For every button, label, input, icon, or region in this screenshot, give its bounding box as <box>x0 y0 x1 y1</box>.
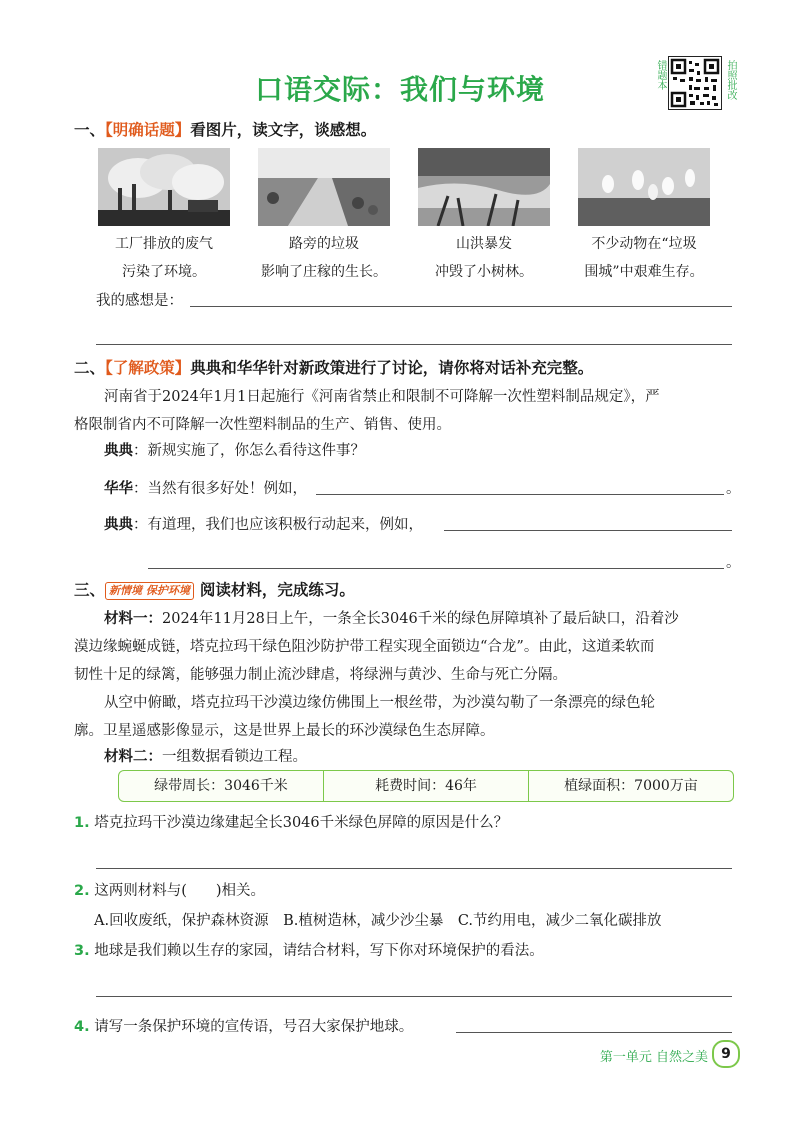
policy-paragraph-line-1: 河南省于2024年1月1日起施行《河南省禁止和限制不可降解一次性塑料制品规定》，严 <box>104 389 660 405</box>
section-3-number: 三、 <box>74 581 106 599</box>
qr-code-icon[interactable] <box>668 56 722 110</box>
material-1-line-3: 韧性十足的绿篱，能够强力制止流沙肆虐，将绿洲与黄沙、生命与死亡分隔。 <box>74 667 567 683</box>
material-2-line: 材料二：一组数据看锁边工程。 <box>104 749 307 765</box>
caption-2: 路旁的垃圾 影响了庄稼的生长。 <box>261 236 387 280</box>
qr-left-label: 错题本 <box>655 60 666 90</box>
period-2: 。 <box>726 555 741 571</box>
dialogue-line-3: 典典：有道理，我们也应该积极行动起来，例如， <box>104 517 423 533</box>
page-number: 9 <box>712 1040 740 1068</box>
dialogue-line-2: 华华：当然有很多好处！例如， <box>104 481 307 497</box>
caption-1: 工厂排放的废气 污染了环境。 <box>115 236 213 280</box>
policy-paragraph-line-2: 格限制省内不可降解一次性塑料制品的生产、销售、使用。 <box>74 417 451 433</box>
dialogue-line-1: 典典：新规实施了，你怎么看待这件事？ <box>104 443 365 459</box>
speaker-huahua: 华华 <box>104 481 133 497</box>
info-time-spent: 耗费时间：46年 <box>324 771 529 801</box>
dialogue-answer-line-3[interactable] <box>148 568 724 569</box>
question-2: 2. 这两则材料与( )相关。 <box>74 883 266 899</box>
question-4-answer-line[interactable] <box>456 1032 732 1033</box>
qr-right-label: 拍照批改 <box>725 60 736 100</box>
thoughts-answer-line-2[interactable] <box>96 344 732 345</box>
data-info-box <box>118 770 734 802</box>
speaker-diandian-2: 典典 <box>104 517 133 533</box>
info-green-area: 植绿面积：7000万亩 <box>564 778 698 794</box>
material-1-line-5: 廓。卫星遥感影像显示，这是世界上最长的环沙漠绿色生态屏障。 <box>74 723 495 739</box>
dialogue-answer-line-2[interactable] <box>444 530 732 531</box>
section-2-heading <box>74 356 593 378</box>
question-3: 3. 地球是我们赖以生存的家园，请结合材料，写下你对环境保护的看法。 <box>74 943 544 959</box>
question-2-options: A.回收废纸，保护森林资源 B.植树造林，减少沙尘暴 C.节约用电，减少二氧化碳排放 <box>94 913 662 929</box>
section-3-heading <box>74 578 355 600</box>
dialogue-answer-line-1[interactable] <box>316 494 724 495</box>
flood-photo <box>418 148 550 226</box>
question-4: 4. 请写一条保护环境的宣传语，号召大家保护地球。 <box>74 1019 414 1035</box>
caption-4: 不少动物在“垃圾 围城”中艰难生存。 <box>584 236 704 280</box>
thoughts-prompt: 我的感想是： <box>96 293 183 309</box>
question-1-answer-line[interactable] <box>96 868 732 869</box>
section-1-number: 一、 <box>74 121 106 139</box>
info-belt-length: 绿带周长：3046千米 <box>119 771 324 801</box>
factory-smoke-photo <box>98 148 230 226</box>
question-3-answer-line[interactable] <box>96 996 732 997</box>
section-1-tag: 【明确话题】 <box>105 121 191 139</box>
caption-3: 山洪暴发 冲毁了小树林。 <box>435 236 533 280</box>
material-1-line-4: 从空中俯瞰，塔克拉玛干沙漠边缘仿佛围上一根丝带，为沙漠勾勒了一条漂亮的绿色轮 <box>104 695 655 711</box>
egrets-garbage-photo <box>578 148 710 226</box>
section-1-text: 看图片，读文字，谈感想。 <box>190 121 377 139</box>
period-1: 。 <box>726 481 741 497</box>
roadside-garbage-photo <box>258 148 390 226</box>
section-2-number: 二、 <box>74 359 106 377</box>
material-1-line-2: 漠边缘蜿蜒成链，塔克拉玛干绿色阻沙防护带工程实现全面锁边“合龙”。由此，这道柔软而 <box>74 639 655 655</box>
section-3-text: 阅读材料，完成练习。 <box>199 581 355 599</box>
section-2-text: 典典和华华针对新政策进行了讨论，请你将对话补充完整。 <box>190 359 594 377</box>
page-title: 口语交际：我们与环境 <box>254 73 545 106</box>
material-1-line-1: 材料一：2024年11月28日上午，一条全长3046千米的绿色屏障填补了最后缺口，沿着沙 <box>104 611 679 627</box>
section-1-heading <box>74 118 376 140</box>
unit-footer: 第一单元 自然之美 <box>599 1050 708 1065</box>
speaker-diandian: 典典 <box>104 443 133 459</box>
thoughts-answer-line-1[interactable] <box>190 306 732 307</box>
question-1: 1. 塔克拉玛干沙漠边缘建起全长3046千米绿色屏障的原因是什么？ <box>74 815 509 831</box>
new-context-badge: 新情境 保护环境 <box>105 582 194 600</box>
section-2-tag: 【了解政策】 <box>105 359 191 377</box>
